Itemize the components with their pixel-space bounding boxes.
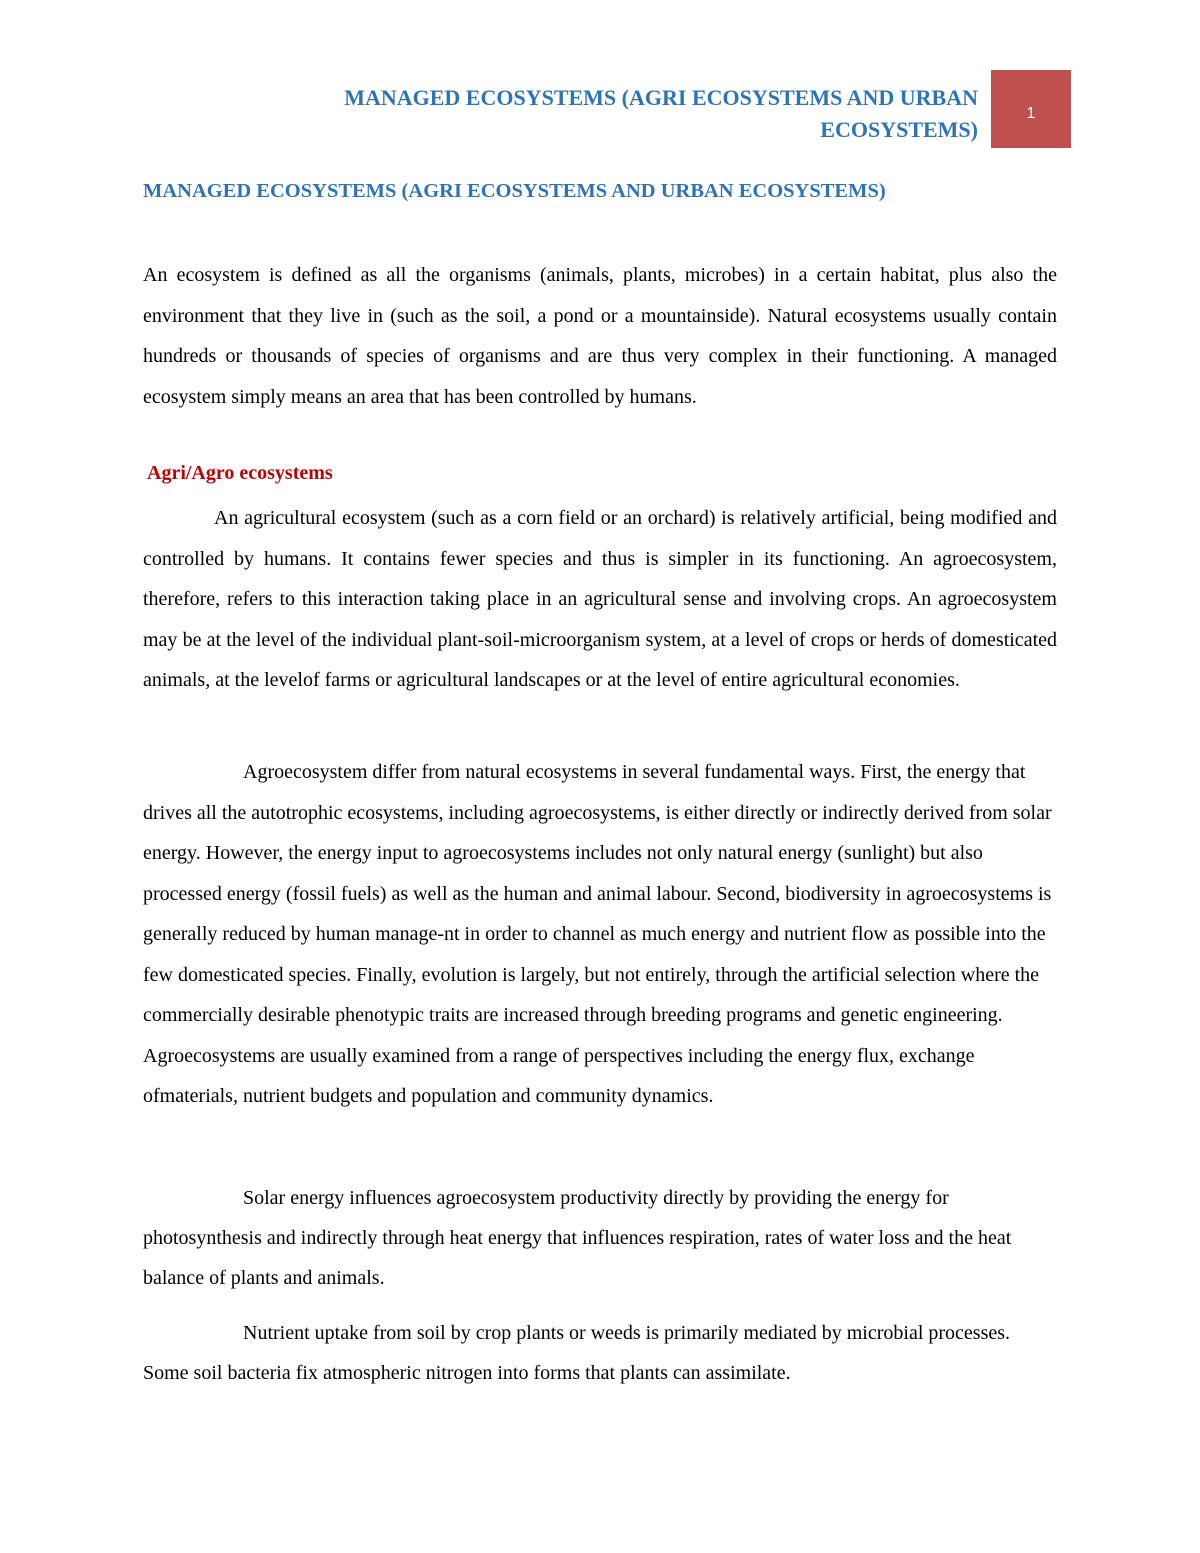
- document-title: MANAGED ECOSYSTEMS (AGRI ECOSYSTEMS AND URBAN ECOSYSTEMS): [143, 180, 886, 202]
- nutrient-uptake-paragraph: Nutrient uptake from soil by crop plants or weeds is primarily mediated by microbial processes. Some soil bacteria fix atmospheric nitrogen into forms that plants can assimilate.: [143, 1322, 1011, 1384]
- section-heading-agri: Agri/Agro ecosystems: [147, 462, 333, 484]
- intro-paragraph: An ecosystem is defined as all the organisms (animals, plants, microbes) in a certain habitat, plus also the environment that they live in (such as the soil, a pond or a mountainside). Natural ecosystems usually contain hundreds or thousands of species of organisms and are thus very complex in their functioning. A managed ecosystem simply means an area that has been controlled by humans.: [143, 264, 1057, 408]
- agri-ecosystem-paragraph: An agricultural ecosystem (such as a corn field or an orchard) is relatively artificial, being modified and controlled by humans. It contains fewer species and thus is simpler in its functioning. An agroecosystem, therefore, refers to this interaction taking place in an agricultural sense and involving crops. An agroecosystem may be at the level of the individual plant-soil-microorganism system, at a level of crops or herds of domesticated animals, at the levelof farms or agricultural landscapes or at the level of entire agricultural economies.: [143, 507, 1057, 691]
- solar-energy-paragraph: Solar energy influences agroecosystem productivity directly by providing the energy for photosynthesis and indirectly through heat energy that influences respiration, rates of water loss and the heat balance of plants and animals.: [143, 1187, 1012, 1289]
- page-number-badge: [991, 70, 1071, 148]
- page-number: 1: [1026, 105, 1036, 122]
- running-header: MANAGED ECOSYSTEMS (AGRI ECOSYSTEMS AND URBAN ECOSYSTEMS): [344, 85, 978, 142]
- agroecosystem-differences-paragraph: Agroecosystem differ from natural ecosystems in several fundamental ways. First, the energy that drives all the autotrophic ecosystems, including agroecosystems, is either directly or indirectly derived from solar energy. However, the energy input to agroecosystems includes not only natural energy (sunlight) but also processed energy (fossil fuels) as well as the human and animal labour. Second, biodiversity in agroecosystems is generally reduced by human manage-nt in order to channel as much energy and nutrient flow as possible into the few domesticated species. Finally, evolution is largely, but not entirely, through the artificial selection where the commercially desirable phenotypic traits are increased through breeding programs and genetic engineering. Agroecosystems are usually examined from a range of perspectives including the energy flux, exchange ofmaterials, nutrient budgets and population and community dynamics.: [143, 761, 1052, 1107]
